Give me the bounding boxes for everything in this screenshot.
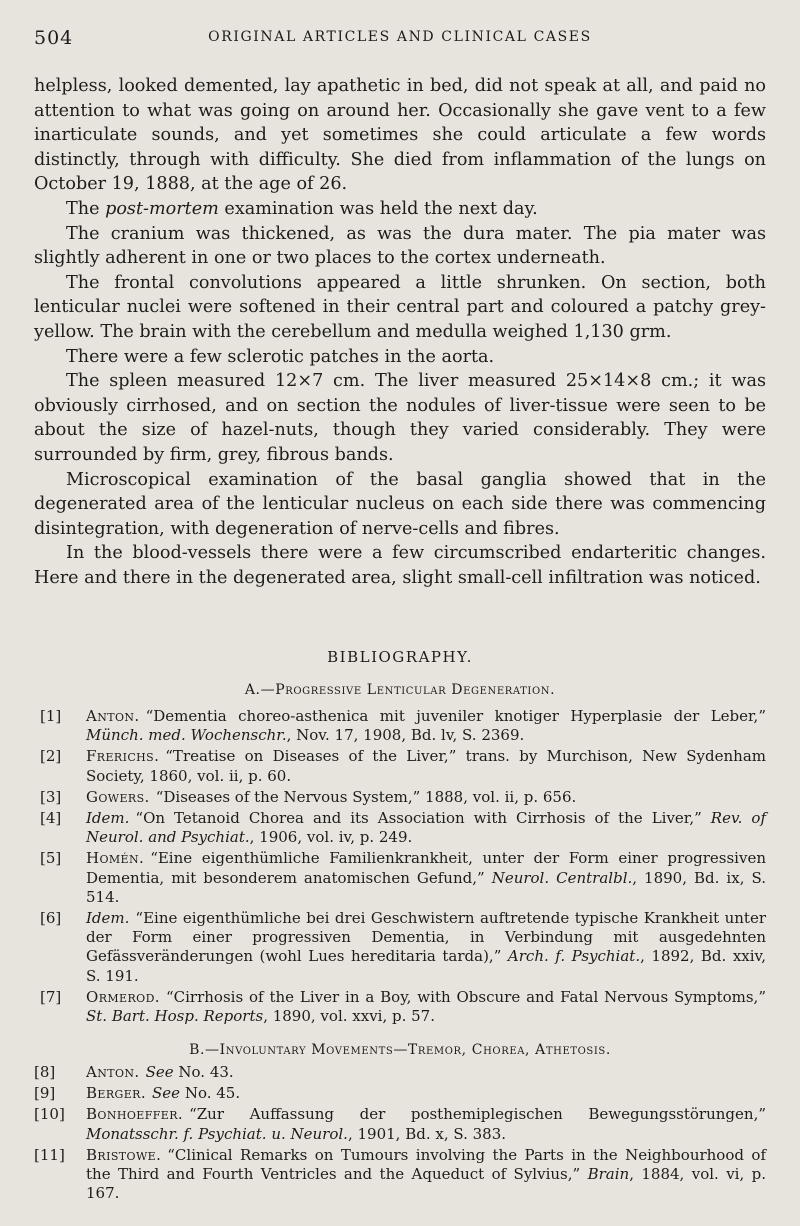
reference-number: [10]	[34, 1105, 65, 1124]
reference-entry	[34, 1084, 766, 1103]
bibliography-title: BIBLIOGRAPHY.	[327, 648, 473, 666]
reference-details: , 1890, vol. xxvi, p. 57.	[263, 1007, 435, 1026]
reference-number: [11]	[34, 1145, 65, 1164]
reference-title: “Eine eigenthümliche bei drei Geschwistern auftretende typische Krankheit unter der Form einer progressiven Dementia, in Verbindung mit ausgedehnten Gefässveränderungen (wohl Lues hereditaria tarda),”	[86, 909, 766, 966]
reference-journal: See	[152, 1084, 181, 1103]
reference-list-b	[34, 1063, 766, 1205]
reference-journal: Arch. f. Psychiat.	[507, 947, 641, 966]
section-b-heading: B.—Involuntary Movements—Tremor, Chorea, Athetosis.	[189, 1042, 611, 1058]
reference-details: No. 43.	[173, 1063, 234, 1081]
running-header	[34, 27, 766, 49]
reference-title: “Dementia choreo-asthenica mit juveniler knotiger Hyperplasie der Leber,”	[145, 707, 766, 725]
reference-title: “Eine eigenthümliche Familienkrankheit, unter der Form einer progressiven Dementia, mit besonderem anatomischen Gefund,”	[86, 849, 766, 887]
section-a-heading: A.—Progressive Lenticular Degeneration.	[244, 682, 556, 698]
reference-author: Idem.	[86, 909, 130, 928]
reference-journal: Monatsschr. f. Psychiat. u. Neurol.	[86, 1124, 348, 1143]
reference-journal: Neurol. Centralbl.	[491, 868, 633, 887]
reference-author: Idem.	[86, 809, 130, 828]
reference-number: [2]	[40, 747, 62, 766]
reference-entry	[34, 849, 766, 907]
paragraph: The frontal convolutions appeared a little shrunken. On section, both lenticular nuclei were softened in their central part and coloured a patchy grey-yellow. The brain with the cerebellum and medulla weighed 1,130 grm.	[34, 272, 766, 342]
reference-entry	[34, 1063, 766, 1082]
reference-title: “Treatise on Diseases of the Liver,” trans. by Murchison, New Sydenham Society, 1860, vol. ii, p. 60.	[86, 747, 766, 785]
case-report-text	[34, 74, 766, 590]
reference-entry	[34, 909, 766, 986]
reference-number: [5]	[40, 849, 62, 868]
reference-entry	[34, 788, 766, 807]
reference-title: “Cirrhosis of the Liver in a Boy, with Obscure and Fatal Nervous Symptoms,”	[165, 987, 766, 1006]
paragraph: There were a few sclerotic patches in the aorta.	[66, 346, 495, 367]
reference-journal: Brain	[587, 1165, 630, 1184]
reference-number: [1]	[40, 707, 62, 725]
reference-number: [4]	[40, 809, 62, 828]
reference-journal: Münch. med. Wochenschr.	[86, 726, 287, 745]
reference-details: , 1901, Bd. x, S. 383.	[347, 1124, 507, 1143]
reference-entry	[34, 1105, 766, 1143]
reference-title: “On Tetanoid Chorea and its Association with Cirrhosis of the Liver,”	[135, 809, 711, 828]
reference-details: , 1890, Bd. ix, S. 514.	[86, 868, 766, 906]
reference-journal: St. Bart. Hosp. Reports	[86, 1007, 264, 1026]
reference-journal: See	[145, 1063, 174, 1081]
reference-author: Gowers.	[86, 787, 150, 806]
reference-author: Bonhoeffer.	[86, 1105, 184, 1124]
reference-title: “Clinical Remarks on Tumours involving the Parts in the Neighbourhood of the Third and Fourth Ventricles and the Aqueduct of Sylvius,”	[86, 1145, 766, 1184]
reference-author: Anton.	[86, 1063, 140, 1081]
reference-author: Bristowe.	[86, 1145, 162, 1164]
reference-details: , 1892, Bd. xxiv, S. 191.	[86, 947, 766, 985]
reference-details: , Nov. 17, 1908, Bd. lv, S. 2369.	[286, 726, 525, 745]
reference-details: , 1906, vol. iv, p. 249.	[249, 828, 413, 847]
paragraph: The cranium was thickened, as was the dura mater. The pia mater was slightly adherent in one or two places to the cortex underneath.	[34, 223, 766, 269]
reference-author: Berger.	[86, 1084, 147, 1103]
reference-journal: Rev. of Neurol. and Psychiat.	[86, 809, 767, 847]
running-title: ORIGINAL ARTICLES AND CLINICAL CASES	[208, 29, 592, 45]
reference-title: “Zur Auffassung der posthemiplegischen Bewegungsstörungen,”	[189, 1105, 766, 1124]
reference-details: , 1884, vol. vi, p. 167.	[86, 1165, 767, 1203]
reference-entry	[34, 1146, 766, 1204]
reference-author: Homén.	[86, 849, 145, 868]
reference-entry	[34, 809, 766, 847]
paragraph: In the blood-vessels there were a few circumscribed endarteritic changes. Here and there in the degenerated area, slight small-cell infiltration was noticed.	[34, 543, 766, 588]
reference-number: [6]	[40, 909, 62, 928]
reference-entry	[34, 707, 766, 745]
reference-title: “Diseases of the Nervous System,” 1888, vol. ii, p. 656.	[155, 787, 577, 806]
reference-list-a	[34, 707, 766, 1028]
reference-author: Ormerod.	[86, 987, 160, 1006]
paragraph: helpless, looked demented, lay apathetic in bed, did not speak at all, and paid no attention to what was going on around her. Occasionally she gave vent to a few inarticulate sounds, and yet sometimes she could articulate a few words distinctly, through with difficulty. She died from inflammation of the lungs on October 19, 1888, at the age of 26.	[34, 76, 766, 195]
reference-number: [3]	[40, 787, 62, 806]
reference-author: Anton.	[86, 707, 140, 725]
reference-entry	[34, 988, 766, 1026]
reference-author: Frerichs.	[86, 747, 160, 766]
reference-number: [9]	[34, 1084, 56, 1103]
paragraph: The post-mortem examination was held the next day.	[66, 198, 538, 219]
reference-details: No. 45.	[180, 1084, 241, 1103]
italic-term: post-mortem	[105, 198, 219, 219]
reference-number: [7]	[40, 987, 62, 1006]
paragraph: Microscopical examination of the basal ganglia showed that in the degenerated area of the lenticular nucleus on each side there was commencing disintegration, with degeneration of nerve-cells and fibres.	[34, 469, 766, 539]
page-number: 504	[34, 27, 74, 49]
reference-entry	[34, 747, 766, 785]
paragraph: The spleen measured 12×7 cm. The liver measured 25×14×8 cm.; it was obviously cirrhosed, and on section the nodules of liver-tissue were seen to be about the size of hazel-nuts, though they varied considerably. They were surrounded by firm, grey, fibrous bands.	[34, 371, 766, 465]
reference-number: [8]	[34, 1063, 56, 1081]
